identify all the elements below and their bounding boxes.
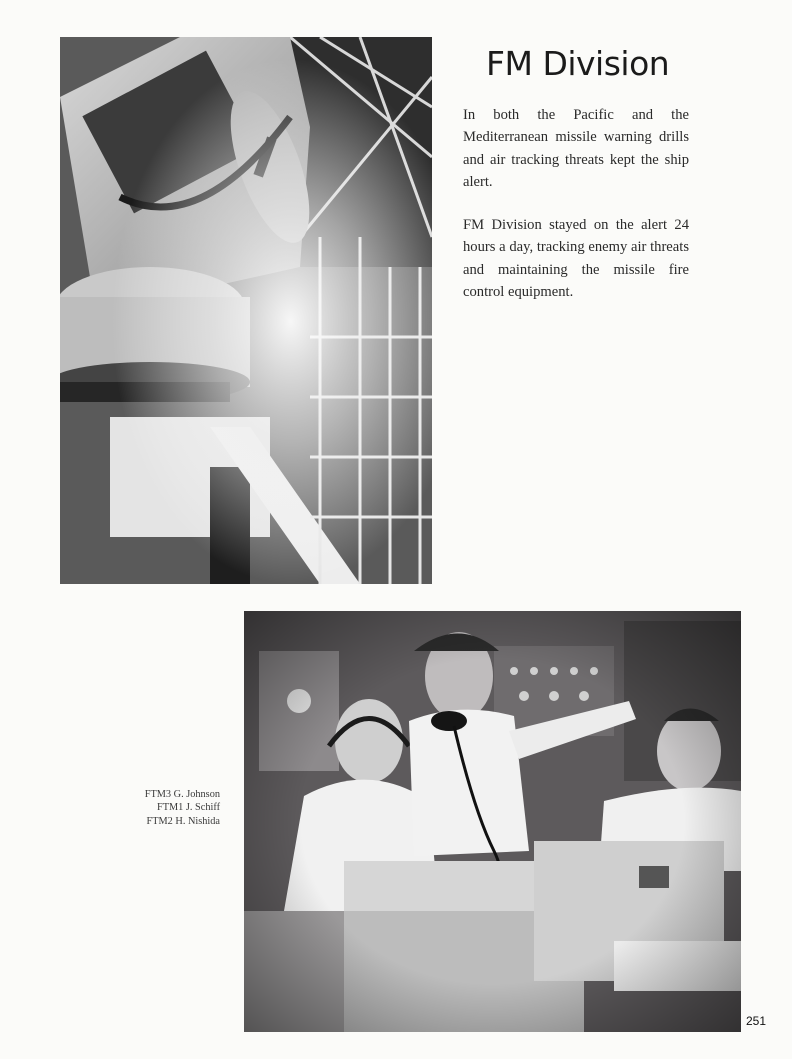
caption-line-3: FTM2 H. Nishida [146, 815, 220, 827]
page-number: 251 [746, 1014, 767, 1028]
photo-missile-director [60, 37, 432, 584]
photo-caption [96, 788, 220, 828]
caption-line-2: FTM1 J. Schiff [156, 802, 220, 814]
photo-fire-control-crew [244, 611, 741, 1032]
photo-missile-director-art [60, 37, 432, 584]
photo-fire-control-crew-art [244, 611, 741, 1032]
page-title: FM Division [486, 44, 670, 83]
caption-line-1: FTM3 G. Johnson [144, 789, 220, 800]
body-paragraph-2: FM Division stayed on the alert 24 hours a day, tracking enemy air threats and maintaining the missile fire control equipment. [463, 217, 689, 301]
body-paragraph-1: In both the Pacific and the Mediterranean missile warning drills and air tracking threats kept the ship alert. [463, 107, 689, 191]
